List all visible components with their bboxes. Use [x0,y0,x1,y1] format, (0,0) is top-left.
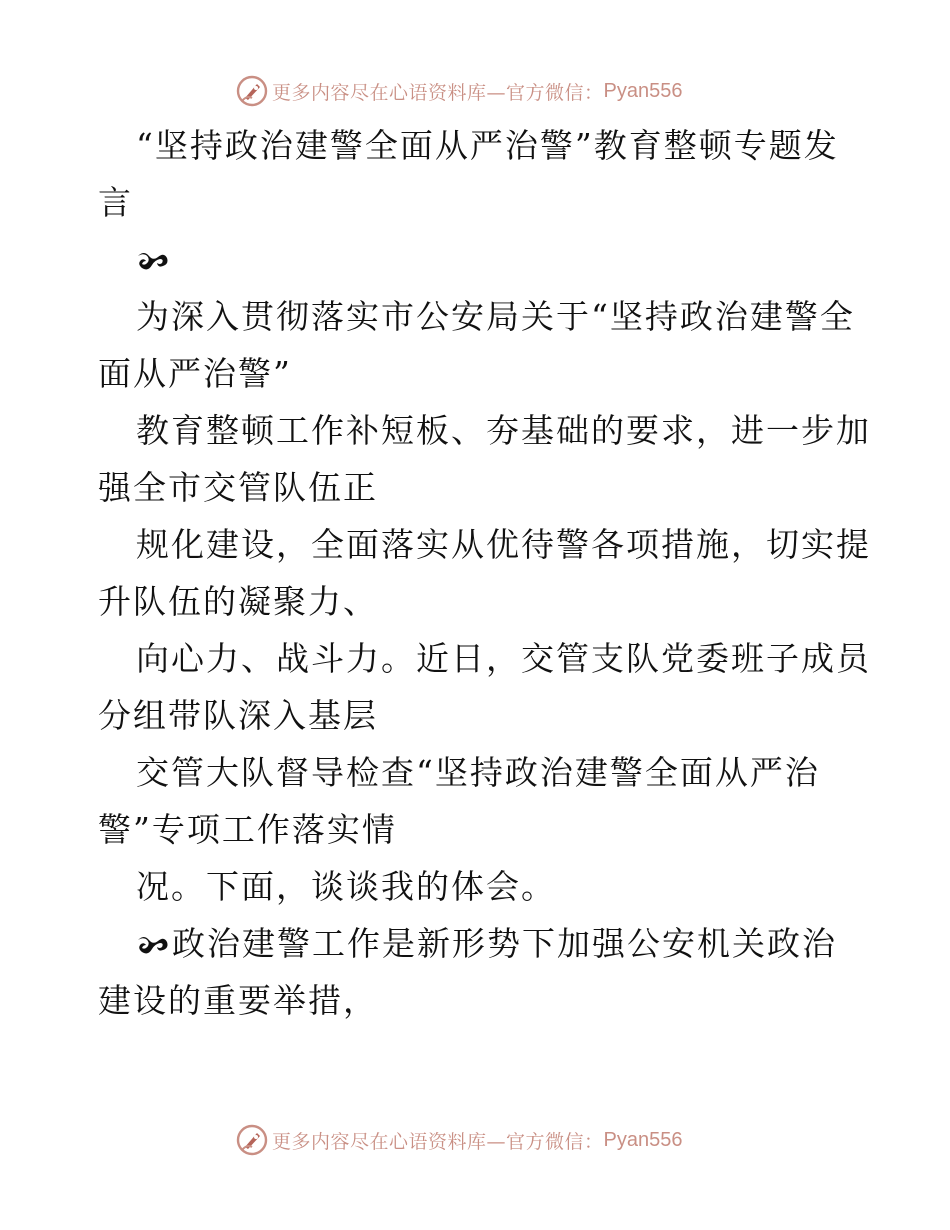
paragraph-line: 分组带队深入基层 [98,696,378,735]
document-title-cont: 言 [98,183,133,222]
ornament-swash-icon [136,934,170,958]
paragraph-line: 升队伍的凝聚力、 [98,582,378,621]
paragraph-line-bulleted [98,916,858,973]
paragraph-line: 面从严治警” [98,354,292,393]
pen-nib-logo-icon [236,1124,268,1156]
paragraph-line: 为深入贯彻落实市公安局关于“坚持政治建警全 [136,297,855,336]
ornament-line [98,232,858,289]
header-watermark [236,74,682,108]
pen-nib-logo-icon [236,75,268,107]
footer-watermark [236,1123,682,1157]
paragraph-line: 规化建设，全面落实从优待警各项措施，切实提 [136,525,871,564]
watermark-text: 更多内容尽在心语资料库—官方微信： [272,81,604,104]
paragraph-line: 交管大队督导检查“坚持政治建警全面从严治 [136,753,820,792]
paragraph-line: 向心力、战斗力。近日，交管支队党委班子成员 [136,639,871,678]
paragraph-line: 教育整顿工作补短板、夯基础的要求，进一步加 [136,411,871,450]
document-title: “坚持政治建警全面从严治警”教育整顿专题发 [136,126,839,165]
document-body [98,118,871,1030]
paragraph-line: 况。下面，谈谈我的体会。 [136,867,556,906]
watermark-handle: Pyan556 [603,1128,683,1151]
paragraph-line: 建设的重要举措， [98,981,378,1020]
watermark-text: 更多内容尽在心语资料库—官方微信： [272,1130,604,1153]
watermark-handle: Pyan556 [603,79,683,102]
paragraph-line-text: 政治建警工作是新形势下加强公安机关政治 [172,924,837,963]
ornament-swash-icon [136,250,170,274]
paragraph-line: 警”专项工作落实情 [98,810,397,849]
paragraph-line: 强全市交管队伍正 [98,468,378,507]
